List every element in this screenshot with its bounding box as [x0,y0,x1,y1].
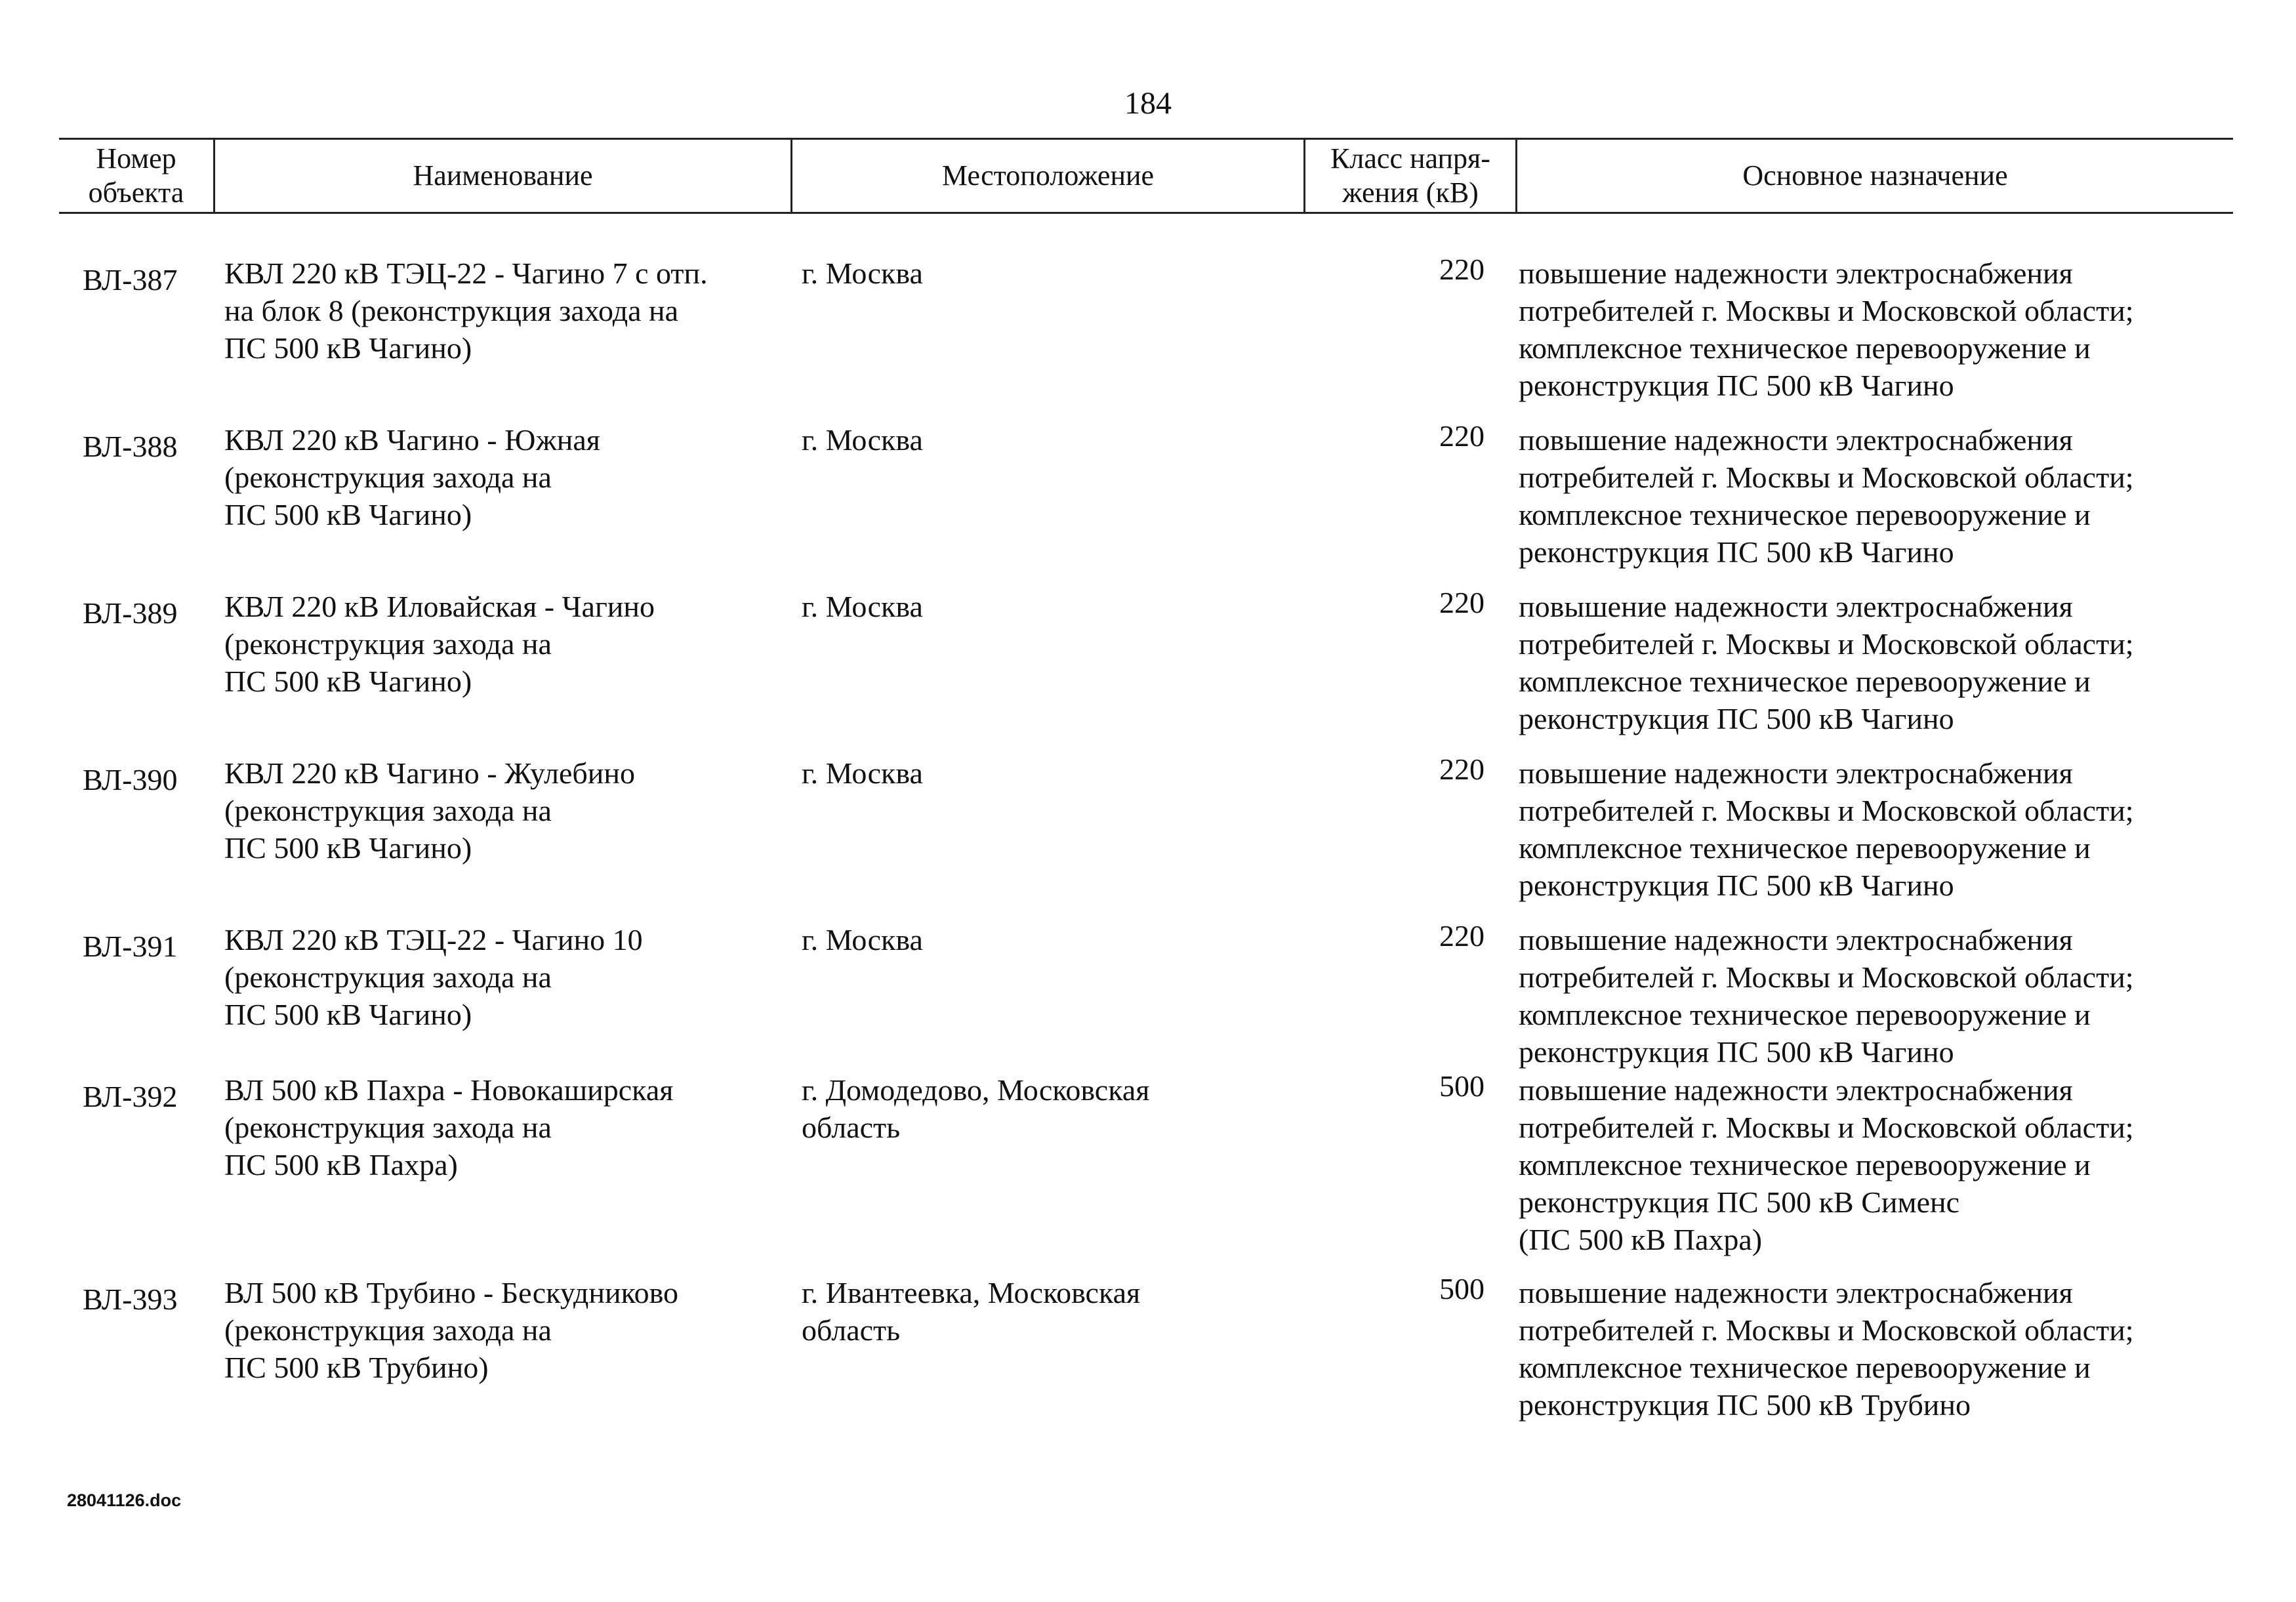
row-voltage: 220 [1439,919,1485,953]
document-filename: 28041126.doc [67,1490,182,1510]
row-id: ВЛ-390 [83,763,178,796]
table-header [59,138,2233,214]
header-number [59,140,215,212]
row-location: г. Москва [802,923,923,956]
row-purpose: повышение надежности электроснабжения потребителей г. Москвы и Московской области; комплексное техническое перевооружение и реконструкция ПС 500 кВ Сименс (ПС 500 кВ Пахра) [1519,1073,2134,1256]
header-voltage-label: Класс напря- жения (кВ) [1330,142,1490,209]
header-number-label: Номер объекта [88,142,184,209]
header-name [215,140,792,212]
header-location [792,140,1305,212]
row-name: ВЛ 500 кВ Пахра - Новокаширская (реконструкция захода на ПС 500 кВ Пахра) [224,1073,674,1181]
page-number: 184 [1124,86,1172,121]
row-voltage: 220 [1439,253,1485,286]
row-location: г. Ивантеевка, Московская область [802,1276,1141,1347]
row-purpose: повышение надежности электроснабжения потребителей г. Москвы и Московской области; комплексное техническое перевооружение и реконструкция ПС 500 кВ Чагино [1519,590,2134,735]
row-purpose: повышение надежности электроснабжения потребителей г. Москвы и Московской области; комплексное техническое перевооружение и реконструкция ПС 500 кВ Чагино [1519,923,2134,1069]
row-purpose: повышение надежности электроснабжения потребителей г. Москвы и Московской области; комплексное техническое перевооружение и реконструкция ПС 500 кВ Чагино [1519,257,2134,402]
row-id: ВЛ-393 [83,1283,178,1316]
row-voltage: 500 [1439,1069,1485,1103]
row-location: г. Москва [802,257,923,290]
row-id: ВЛ-392 [83,1080,178,1113]
row-location: г. Домодедово, Московская область [802,1073,1150,1144]
row-location: г. Москва [802,590,923,623]
row-name: КВЛ 220 кВ Чагино - Жулебино (реконструкция захода на ПС 500 кВ Чагино) [224,756,636,865]
row-location: г. Москва [802,423,923,457]
row-purpose: повышение надежности электроснабжения потребителей г. Москвы и Московской области; комплексное техническое перевооружение и реконструкция ПС 500 кВ Чагино [1519,756,2134,902]
row-location: г. Москва [802,756,923,790]
header-purpose [1517,140,2233,212]
row-id: ВЛ-388 [83,430,178,463]
header-name-label: Наименование [413,159,593,192]
row-voltage: 220 [1439,419,1485,453]
row-id: ВЛ-387 [83,263,178,297]
row-purpose: повышение надежности электроснабжения потребителей г. Москвы и Московской области; комплексное техническое перевооружение и реконструкция ПС 500 кВ Чагино [1519,423,2134,569]
row-voltage: 500 [1439,1272,1485,1305]
row-voltage: 220 [1439,586,1485,619]
row-name: КВЛ 220 кВ Чагино - Южная (реконструкция захода на ПС 500 кВ Чагино) [224,423,600,531]
header-purpose-label: Основное назначение [1742,159,2008,192]
row-name: КВЛ 220 кВ ТЭЦ-22 - Чагино 7 с отп. на блок 8 (реконструкция захода на ПС 500 кВ Чагино) [224,257,708,365]
row-name: КВЛ 220 кВ ТЭЦ-22 - Чагино 10 (реконструкция захода на ПС 500 кВ Чагино) [224,923,643,1031]
row-purpose: повышение надежности электроснабжения потребителей г. Москвы и Московской области; комплексное техническое перевооружение и реконструкция ПС 500 кВ Трубино [1519,1276,2134,1422]
row-name: ВЛ 500 кВ Трубино - Бескудниково (реконструкция захода на ПС 500 кВ Трубино) [224,1276,678,1384]
row-voltage: 220 [1439,752,1485,786]
row-id: ВЛ-389 [83,596,178,630]
header-voltage [1305,140,1517,212]
header-location-label: Местоположение [941,159,1155,192]
row-name: КВЛ 220 кВ Иловайская - Чагино (реконструкция захода на ПС 500 кВ Чагино) [224,590,655,698]
row-id: ВЛ-391 [83,930,178,963]
